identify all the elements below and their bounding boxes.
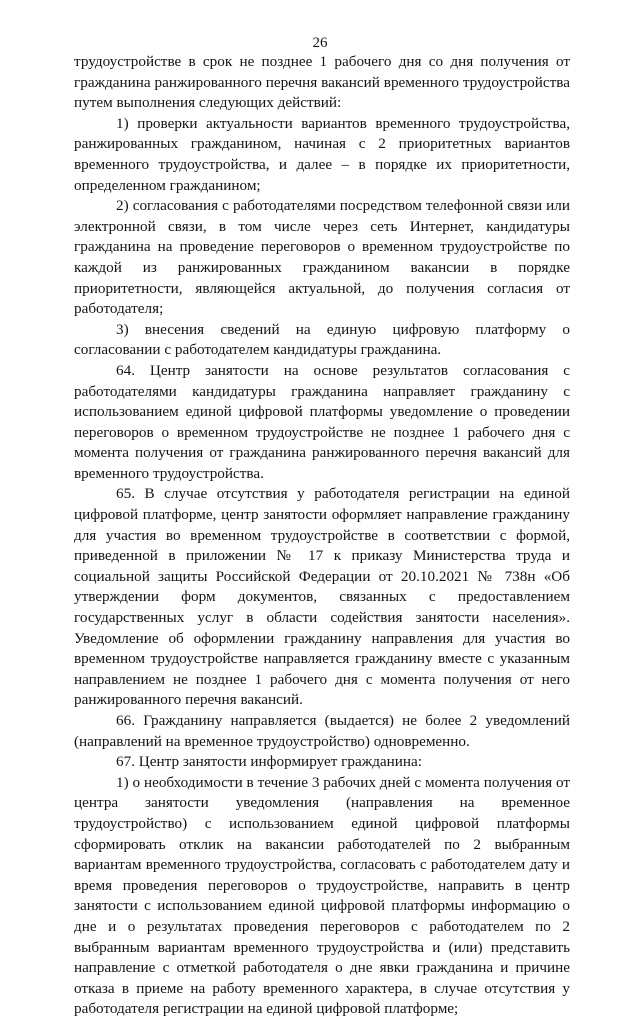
document-body (74, 52, 570, 1020)
paragraph-65: 65. В случае отсутствия у работодателя регистрации на единой цифровой платформе, центр занятости оформляет направление гражданину для участия во временном трудоустройстве в соответствии с формой, приведенной в приложении № 17 к приказу Министерства труда и социальной защиты Российской Федерации от 20.10.2021 № 738н «Об утверждении форм документов, связанных с предоставлением государственных услуг в области содействия занятости населения». Уведомление об оформлении гражданину направления для участия во временном трудоустройстве направляется гражданину вместе с указанным направлением не позднее 1 рабочего дня с момента получения от него ранжированного перечня вакансий. (74, 485, 570, 709)
paragraph-67: 67. Центр занятости информирует гражданина: (116, 753, 423, 771)
paragraph-item-2-agreement: 2) согласования с работодателями посредством телефонной связи или электронной связи, в том числе через сеть Интернет, кандидатуры гражданина на проведение переговоров о временном трудоустройстве по каждой из ранжированных гражданином вакансии в порядке приоритетности, являющейся актуальной, до получения согласия от работодателя; (74, 197, 570, 318)
paragraph-66: 66. Гражданину направляется (выдается) не более 2 уведомлений (направлений на временное трудоустройство) одновременно. (74, 712, 570, 750)
paragraph-continuation: трудоустройстве в срок не позднее 1 рабочего дня со дня получения от гражданина ранжированного перечня вакансий временного трудоустройства путем выполнения следующих действий: (74, 53, 570, 112)
paragraph-item-1-check: 1) проверки актуальности вариантов временного трудоустройства, ранжированных гражданином, начиная с 2 приоритетных вариантов временного трудоустройства, и далее – в порядке их приоритетности, определенном гражданином; (74, 114, 570, 194)
paragraph-64: 64. Центр занятости на основе результатов согласования с работодателями кандидатуры гражданина направляет гражданину с использованием единой цифровой платформы уведомление о проведении переговоров о временном трудоустройстве не позднее 1 рабочего дня с момента получения от гражданина ранжированного перечня вакансий для временного трудоустройства. (74, 361, 570, 482)
paragraph-67-item-1: 1) о необходимости в течение 3 рабочих дней с момента получения от центра занятости уведомления (направления на временное трудоустройство) с использованием единой цифровой платформы сформировать отклик на вакансии работодателей по 2 выбранным вариантам временного трудоустройства, согласовать с работодателем дату и время проведения переговоров о трудоустройстве, направить в центр занятости с использованием единой цифровой платформы информацию о дне и о результатах проведения переговоров с работодателем по 2 выбранным вариантам временного трудоустройства и (или) представить направление с отметкой работодателя о дне явки гражданина и причине отказа в приеме на работу временного характера, в случае отсутствия у работодателя регистрации на единой цифровой платформе; (74, 773, 570, 1018)
page-number: 26 (312, 35, 328, 51)
paragraph-item-3-entry: 3) внесения сведений на единую цифровую платформу о согласовании с работодателем кандидатуры гражданина. (74, 320, 570, 359)
